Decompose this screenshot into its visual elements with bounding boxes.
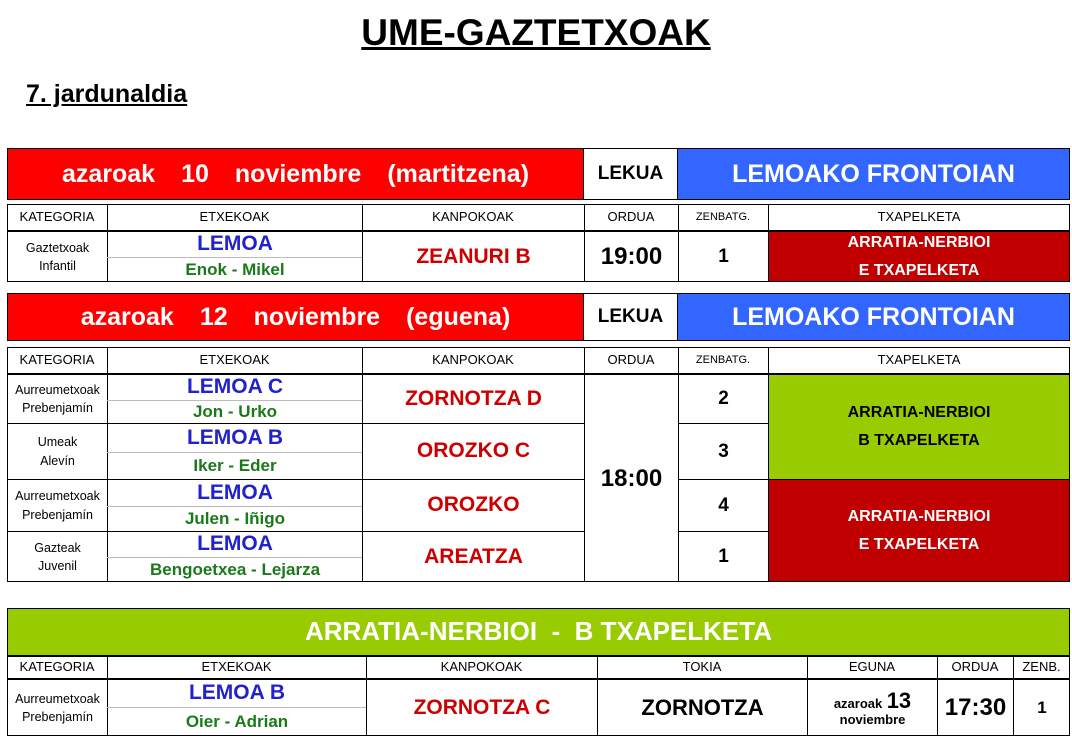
- day1-month-es: noviembre: [234, 159, 362, 188]
- day1-col-kanpokoak: KANPOKOAK: [432, 208, 514, 224]
- s3-date: [808, 680, 937, 736]
- day1-col-etxekoak: ETXEKOAK: [199, 208, 270, 224]
- s3-col-tokia: TOKIA: [682, 658, 722, 674]
- day1-weekday: (martitzena): [387, 159, 530, 188]
- s3-home-players: Oier - Adrian: [185, 712, 289, 732]
- day2-row4-home-players: Bengoetxea - Lejarza: [149, 560, 321, 580]
- day2-row2-category: [8, 424, 107, 479]
- day1-col-zenbatg: ZENBATG.: [695, 210, 751, 223]
- day2-date-header: [7, 293, 584, 341]
- s3-away-team: ZORNOTZA C: [413, 695, 551, 719]
- s3-time: 17:30: [944, 694, 1007, 722]
- day1-month-eu: azaroak: [61, 159, 156, 188]
- day1-home-team: LEMOA: [197, 232, 273, 256]
- category-es: Infantil: [39, 259, 76, 273]
- s3-home-team: LEMOA B: [188, 681, 286, 705]
- category-es: Juvenil: [38, 559, 77, 573]
- day2-row3-away-team: OROZKO: [427, 493, 520, 517]
- day1-away-team: ZEANURI B: [416, 244, 531, 268]
- category-eu: Gazteak: [34, 540, 81, 555]
- day2-row3-home-team: LEMOA: [197, 480, 273, 504]
- day1-court: 1: [718, 246, 729, 268]
- day1-day-number: 10: [181, 159, 209, 188]
- page-title: UME-GAZTETXOAK: [361, 12, 711, 53]
- day2-row1-home-team: LEMOA C: [186, 375, 284, 399]
- s3-date-day-number: 13: [886, 687, 912, 713]
- day1-col-txapelketa: TXAPELKETA: [877, 208, 961, 224]
- s3-date-month-eu: azaroak: [833, 695, 883, 711]
- day2-day-number: 12: [199, 302, 228, 331]
- round-subtitle: 7. jardunaldia: [26, 80, 188, 108]
- day2-championship-b: [769, 375, 1069, 479]
- day2-lekua-label: LEKUA: [583, 293, 678, 341]
- s3-date-month-es: noviembre: [839, 711, 906, 727]
- champ-line2: B TXAPELKETA: [858, 432, 980, 449]
- day2-row1-category: [8, 375, 107, 423]
- champ-line1: ARRATIA-NERBIOI: [847, 404, 991, 421]
- day2-row2-home-team: LEMOA B: [186, 425, 284, 449]
- day1-venue: LEMOAKO FRONTOIAN: [677, 148, 1070, 200]
- day2-row1-home-players: Jon - Urko: [192, 402, 278, 422]
- day1-category: [8, 232, 107, 282]
- day2-row1-away-team: ZORNOTZA D: [405, 386, 542, 410]
- day2-row1-court: 2: [718, 388, 729, 410]
- day2-row4-home-team: LEMOA: [197, 532, 273, 556]
- champ-line2: E TXAPELKETA: [858, 535, 980, 553]
- champ-line1: ARRATIA-NERBIOI: [847, 507, 991, 525]
- category-es: Prebenjamín: [22, 401, 93, 415]
- category-es: Prebenjamín: [22, 507, 93, 522]
- s3-col-eguna: EGUNA: [848, 658, 896, 674]
- day2-col-etxekoak: ETXEKOAK: [199, 351, 270, 367]
- s3-col-kategoria: KATEGORIA: [19, 658, 95, 674]
- day1-home-players: Enok - Mikel: [185, 260, 285, 280]
- day2-row3-category: [8, 480, 107, 531]
- category-eu: Umeak: [37, 435, 78, 450]
- day2-row2-away-team: OROZKO C: [416, 439, 531, 463]
- day2-row4-court: 1: [718, 546, 729, 568]
- day2-row3-home-players: Julen - Iñigo: [184, 509, 286, 529]
- b-championship-banner: ARRATIA-NERBIOI - B TXAPELKETA: [7, 608, 1070, 656]
- category-eu: Gaztetxoak: [25, 240, 90, 255]
- day2-month-es: noviembre: [253, 302, 381, 331]
- day2-championship-e: [769, 480, 1069, 581]
- day2-col-kanpokoak: KANPOKOAK: [432, 351, 514, 367]
- day2-row4-category: [8, 532, 107, 582]
- day2-weekday: (eguena): [406, 302, 511, 331]
- s3-col-kanpokoak: KANPOKOAK: [440, 658, 523, 674]
- day2-row2-home-players: Iker - Eder: [193, 456, 277, 476]
- champ-line2: E TXAPELKETA: [858, 261, 980, 279]
- category-es: Alevín: [40, 453, 75, 468]
- day2-row4-away-team: AREATZA: [424, 544, 523, 568]
- category-eu: Aurreumetxoak: [15, 691, 100, 706]
- day2-row2-court: 3: [718, 440, 729, 462]
- category-eu: Aurreumetxoak: [15, 489, 100, 504]
- category-es: Prebenjamín: [22, 710, 93, 724]
- day1-col-ordua: ORDUA: [607, 208, 655, 224]
- day2-col-kategoria: KATEGORIA: [19, 351, 95, 367]
- day1-lekua-label: LEKUA: [583, 148, 678, 200]
- day1-date-header: [7, 148, 584, 200]
- day2-col-ordua: ORDUA: [607, 351, 655, 367]
- day1-championship: [769, 232, 1069, 281]
- day1-time: 19:00: [600, 243, 663, 271]
- s3-place: ZORNOTZA: [641, 695, 764, 721]
- day2-row3-court: 4: [718, 494, 729, 516]
- day2-venue: LEMOAKO FRONTOIAN: [677, 293, 1070, 341]
- day2-col-txapelketa: TXAPELKETA: [877, 351, 961, 367]
- day2-month-eu: azaroak: [80, 302, 174, 331]
- day2-time: 18:00: [600, 464, 663, 492]
- day1-col-kategoria: KATEGORIA: [19, 208, 95, 224]
- category-eu: Aurreumetxoak: [15, 382, 100, 397]
- s3-col-etxekoak: ETXEKOAK: [201, 658, 272, 674]
- s3-col-ordua: ORDUA: [951, 658, 999, 674]
- s3-court: 1: [1037, 698, 1047, 718]
- s3-col-zenb: ZENB.: [1022, 658, 1061, 674]
- s3-category: [8, 680, 107, 736]
- champ-line1: ARRATIA-NERBIOI: [847, 233, 991, 251]
- day2-col-zenbatg: ZENBATG.: [695, 353, 751, 366]
